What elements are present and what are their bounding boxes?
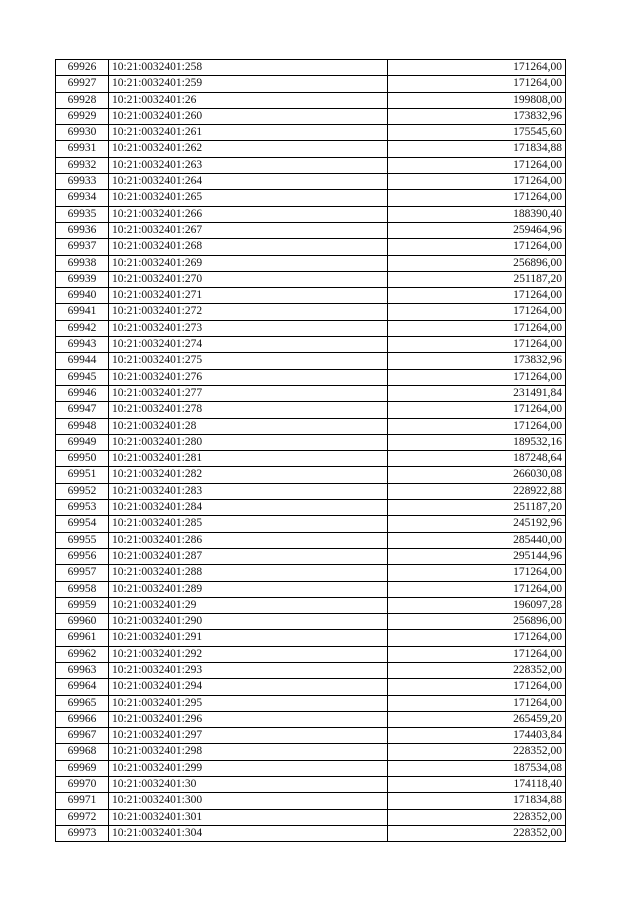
row-number-cell: 69929 — [56, 108, 109, 124]
table-row — [56, 125, 566, 141]
cadastral-value-cell: 265459,20 — [388, 711, 566, 727]
row-number-cell: 69950 — [56, 451, 109, 467]
cadastral-number-cell: 10:21:0032401:260 — [109, 108, 388, 124]
cadastral-value-cell: 259464,96 — [388, 222, 566, 238]
cadastral-number-cell: 10:21:0032401:263 — [109, 157, 388, 173]
table-row — [56, 108, 566, 124]
cadastral-value-cell: 231491,84 — [388, 385, 566, 401]
cadastral-number-cell: 10:21:0032401:269 — [109, 255, 388, 271]
row-number-cell: 69928 — [56, 92, 109, 108]
cadastral-value-cell: 171834,88 — [388, 141, 566, 157]
table-row — [56, 434, 566, 450]
cadastral-value-cell: 175545,60 — [388, 125, 566, 141]
cadastral-number-cell: 10:21:0032401:292 — [109, 646, 388, 662]
row-number-cell: 69940 — [56, 288, 109, 304]
cadastral-value-cell: 171264,00 — [388, 646, 566, 662]
table-row — [56, 271, 566, 287]
row-number-cell: 69966 — [56, 711, 109, 727]
cadastral-number-cell: 10:21:0032401:295 — [109, 695, 388, 711]
cadastral-number-cell: 10:21:0032401:266 — [109, 206, 388, 222]
cadastral-value-cell: 174403,84 — [388, 728, 566, 744]
row-number-cell: 69954 — [56, 516, 109, 532]
cadastral-value-cell: 171264,00 — [388, 679, 566, 695]
cadastral-value-cell: 171264,00 — [388, 157, 566, 173]
row-number-cell: 69959 — [56, 597, 109, 613]
cadastral-value-cell: 228352,00 — [388, 809, 566, 825]
row-number-cell: 69935 — [56, 206, 109, 222]
row-number-cell: 69969 — [56, 760, 109, 776]
cadastral-number-cell: 10:21:0032401:261 — [109, 125, 388, 141]
table-row — [56, 662, 566, 678]
row-number-cell: 69962 — [56, 646, 109, 662]
cadastral-value-cell: 285440,00 — [388, 532, 566, 548]
table-row — [56, 809, 566, 825]
cadastral-number-cell: 10:21:0032401:258 — [109, 60, 388, 76]
cadastral-value-cell: 171264,00 — [388, 402, 566, 418]
cadastral-number-cell: 10:21:0032401:297 — [109, 728, 388, 744]
row-number-cell: 69949 — [56, 434, 109, 450]
cadastral-number-cell: 10:21:0032401:270 — [109, 271, 388, 287]
row-number-cell: 69926 — [56, 60, 109, 76]
row-number-cell: 69963 — [56, 662, 109, 678]
table-row — [56, 744, 566, 760]
table-row — [56, 760, 566, 776]
cadastral-number-cell: 10:21:0032401:283 — [109, 483, 388, 499]
row-number-cell: 69932 — [56, 157, 109, 173]
cadastral-number-cell: 10:21:0032401:273 — [109, 320, 388, 336]
table-row — [56, 711, 566, 727]
cadastral-value-cell: 251187,20 — [388, 500, 566, 516]
table-row — [56, 825, 566, 841]
row-number-cell: 69967 — [56, 728, 109, 744]
cadastral-value-cell: 266030,08 — [388, 467, 566, 483]
cadastral-number-cell: 10:21:0032401:30 — [109, 777, 388, 793]
cadastral-number-cell: 10:21:0032401:272 — [109, 304, 388, 320]
row-number-cell: 69948 — [56, 418, 109, 434]
row-number-cell: 69961 — [56, 630, 109, 646]
cadastral-value-cell: 251187,20 — [388, 271, 566, 287]
table-row — [56, 353, 566, 369]
cadastral-value-cell: 228352,00 — [388, 662, 566, 678]
cadastral-number-cell: 10:21:0032401:265 — [109, 190, 388, 206]
cadastral-number-cell: 10:21:0032401:299 — [109, 760, 388, 776]
table-row — [56, 565, 566, 581]
row-number-cell: 69947 — [56, 402, 109, 418]
table-row — [56, 255, 566, 271]
row-number-cell: 69939 — [56, 271, 109, 287]
row-number-cell: 69953 — [56, 500, 109, 516]
cadastral-number-cell: 10:21:0032401:276 — [109, 369, 388, 385]
cadastral-number-cell: 10:21:0032401:287 — [109, 548, 388, 564]
table-row — [56, 777, 566, 793]
cadastral-value-cell: 171264,00 — [388, 288, 566, 304]
cadastral-number-cell: 10:21:0032401:264 — [109, 174, 388, 190]
cadastral-value-table — [55, 59, 566, 842]
cadastral-number-cell: 10:21:0032401:262 — [109, 141, 388, 157]
row-number-cell: 69964 — [56, 679, 109, 695]
table-row — [56, 60, 566, 76]
table-row — [56, 646, 566, 662]
cadastral-value-cell: 228352,00 — [388, 744, 566, 760]
cadastral-value-cell: 256896,00 — [388, 255, 566, 271]
cadastral-number-cell: 10:21:0032401:285 — [109, 516, 388, 532]
cadastral-value-cell: 171264,00 — [388, 581, 566, 597]
row-number-cell: 69958 — [56, 581, 109, 597]
cadastral-value-cell: 171834,88 — [388, 793, 566, 809]
cadastral-number-cell: 10:21:0032401:274 — [109, 337, 388, 353]
row-number-cell: 69933 — [56, 174, 109, 190]
row-number-cell: 69951 — [56, 467, 109, 483]
cadastral-value-cell: 171264,00 — [388, 630, 566, 646]
table-row — [56, 483, 566, 499]
table-row — [56, 92, 566, 108]
row-number-cell: 69968 — [56, 744, 109, 760]
table-row — [56, 532, 566, 548]
cadastral-number-cell: 10:21:0032401:278 — [109, 402, 388, 418]
row-number-cell: 69971 — [56, 793, 109, 809]
table-row — [56, 597, 566, 613]
cadastral-number-cell: 10:21:0032401:268 — [109, 239, 388, 255]
table-row — [56, 418, 566, 434]
table-body — [56, 60, 566, 842]
cadastral-value-cell: 171264,00 — [388, 695, 566, 711]
table-row — [56, 679, 566, 695]
cadastral-value-cell: 171264,00 — [388, 76, 566, 92]
row-number-cell: 69936 — [56, 222, 109, 238]
cadastral-number-cell: 10:21:0032401:271 — [109, 288, 388, 304]
table-row — [56, 500, 566, 516]
table-row — [56, 793, 566, 809]
cadastral-value-cell: 256896,00 — [388, 614, 566, 630]
row-number-cell: 69943 — [56, 337, 109, 353]
cadastral-value-cell: 171264,00 — [388, 60, 566, 76]
table-row — [56, 369, 566, 385]
table-row — [56, 141, 566, 157]
row-number-cell: 69956 — [56, 548, 109, 564]
cadastral-value-cell: 187248,64 — [388, 451, 566, 467]
table-row — [56, 451, 566, 467]
cadastral-value-cell: 187534,08 — [388, 760, 566, 776]
table-row — [56, 614, 566, 630]
row-number-cell: 69942 — [56, 320, 109, 336]
cadastral-number-cell: 10:21:0032401:277 — [109, 385, 388, 401]
cadastral-number-cell: 10:21:0032401:282 — [109, 467, 388, 483]
table-row — [56, 516, 566, 532]
cadastral-number-cell: 10:21:0032401:293 — [109, 662, 388, 678]
table-row — [56, 385, 566, 401]
cadastral-number-cell: 10:21:0032401:284 — [109, 500, 388, 516]
cadastral-number-cell: 10:21:0032401:290 — [109, 614, 388, 630]
table-row — [56, 174, 566, 190]
table-row — [56, 76, 566, 92]
cadastral-number-cell: 10:21:0032401:28 — [109, 418, 388, 434]
cadastral-number-cell: 10:21:0032401:275 — [109, 353, 388, 369]
cadastral-number-cell: 10:21:0032401:294 — [109, 679, 388, 695]
row-number-cell: 69944 — [56, 353, 109, 369]
table-row — [56, 304, 566, 320]
cadastral-value-cell: 174118,40 — [388, 777, 566, 793]
row-number-cell: 69930 — [56, 125, 109, 141]
cadastral-number-cell: 10:21:0032401:286 — [109, 532, 388, 548]
table-row — [56, 157, 566, 173]
table-row — [56, 630, 566, 646]
cadastral-number-cell: 10:21:0032401:29 — [109, 597, 388, 613]
table-row — [56, 190, 566, 206]
cadastral-number-cell: 10:21:0032401:280 — [109, 434, 388, 450]
cadastral-value-cell: 245192,96 — [388, 516, 566, 532]
row-number-cell: 69931 — [56, 141, 109, 157]
table-row — [56, 320, 566, 336]
row-number-cell: 69965 — [56, 695, 109, 711]
table-row — [56, 239, 566, 255]
cadastral-value-cell: 188390,40 — [388, 206, 566, 222]
cadastral-value-cell: 171264,00 — [388, 337, 566, 353]
cadastral-value-cell: 171264,00 — [388, 304, 566, 320]
cadastral-value-cell: 171264,00 — [388, 239, 566, 255]
table-row — [56, 467, 566, 483]
cadastral-number-cell: 10:21:0032401:281 — [109, 451, 388, 467]
table-row — [56, 288, 566, 304]
cadastral-value-cell: 173832,96 — [388, 108, 566, 124]
cadastral-number-cell: 10:21:0032401:26 — [109, 92, 388, 108]
row-number-cell: 69952 — [56, 483, 109, 499]
table-row — [56, 548, 566, 564]
table-row — [56, 402, 566, 418]
cadastral-number-cell: 10:21:0032401:298 — [109, 744, 388, 760]
row-number-cell: 69960 — [56, 614, 109, 630]
row-number-cell: 69973 — [56, 825, 109, 841]
row-number-cell: 69934 — [56, 190, 109, 206]
cadastral-number-cell: 10:21:0032401:300 — [109, 793, 388, 809]
cadastral-value-cell: 228922,88 — [388, 483, 566, 499]
table-row — [56, 581, 566, 597]
table-row — [56, 695, 566, 711]
cadastral-number-cell: 10:21:0032401:304 — [109, 825, 388, 841]
row-number-cell: 69945 — [56, 369, 109, 385]
cadastral-number-cell: 10:21:0032401:301 — [109, 809, 388, 825]
cadastral-value-cell: 189532,16 — [388, 434, 566, 450]
row-number-cell: 69972 — [56, 809, 109, 825]
table-row — [56, 206, 566, 222]
row-number-cell: 69955 — [56, 532, 109, 548]
cadastral-value-cell: 171264,00 — [388, 190, 566, 206]
row-number-cell: 69938 — [56, 255, 109, 271]
cadastral-number-cell: 10:21:0032401:291 — [109, 630, 388, 646]
row-number-cell: 69946 — [56, 385, 109, 401]
row-number-cell: 69941 — [56, 304, 109, 320]
cadastral-value-cell: 171264,00 — [388, 174, 566, 190]
row-number-cell: 69927 — [56, 76, 109, 92]
cadastral-value-cell: 199808,00 — [388, 92, 566, 108]
cadastral-value-cell: 171264,00 — [388, 320, 566, 336]
table-row — [56, 222, 566, 238]
cadastral-number-cell: 10:21:0032401:289 — [109, 581, 388, 597]
cadastral-value-cell: 295144,96 — [388, 548, 566, 564]
cadastral-number-cell: 10:21:0032401:259 — [109, 76, 388, 92]
table-row — [56, 728, 566, 744]
row-number-cell: 69957 — [56, 565, 109, 581]
cadastral-value-cell: 171264,00 — [388, 418, 566, 434]
cadastral-number-cell: 10:21:0032401:288 — [109, 565, 388, 581]
cadastral-value-cell: 228352,00 — [388, 825, 566, 841]
cadastral-number-cell: 10:21:0032401:267 — [109, 222, 388, 238]
row-number-cell: 69937 — [56, 239, 109, 255]
table-row — [56, 337, 566, 353]
cadastral-value-cell: 173832,96 — [388, 353, 566, 369]
cadastral-value-cell: 171264,00 — [388, 369, 566, 385]
cadastral-value-cell: 171264,00 — [388, 565, 566, 581]
cadastral-value-cell: 196097,28 — [388, 597, 566, 613]
cadastral-number-cell: 10:21:0032401:296 — [109, 711, 388, 727]
row-number-cell: 69970 — [56, 777, 109, 793]
